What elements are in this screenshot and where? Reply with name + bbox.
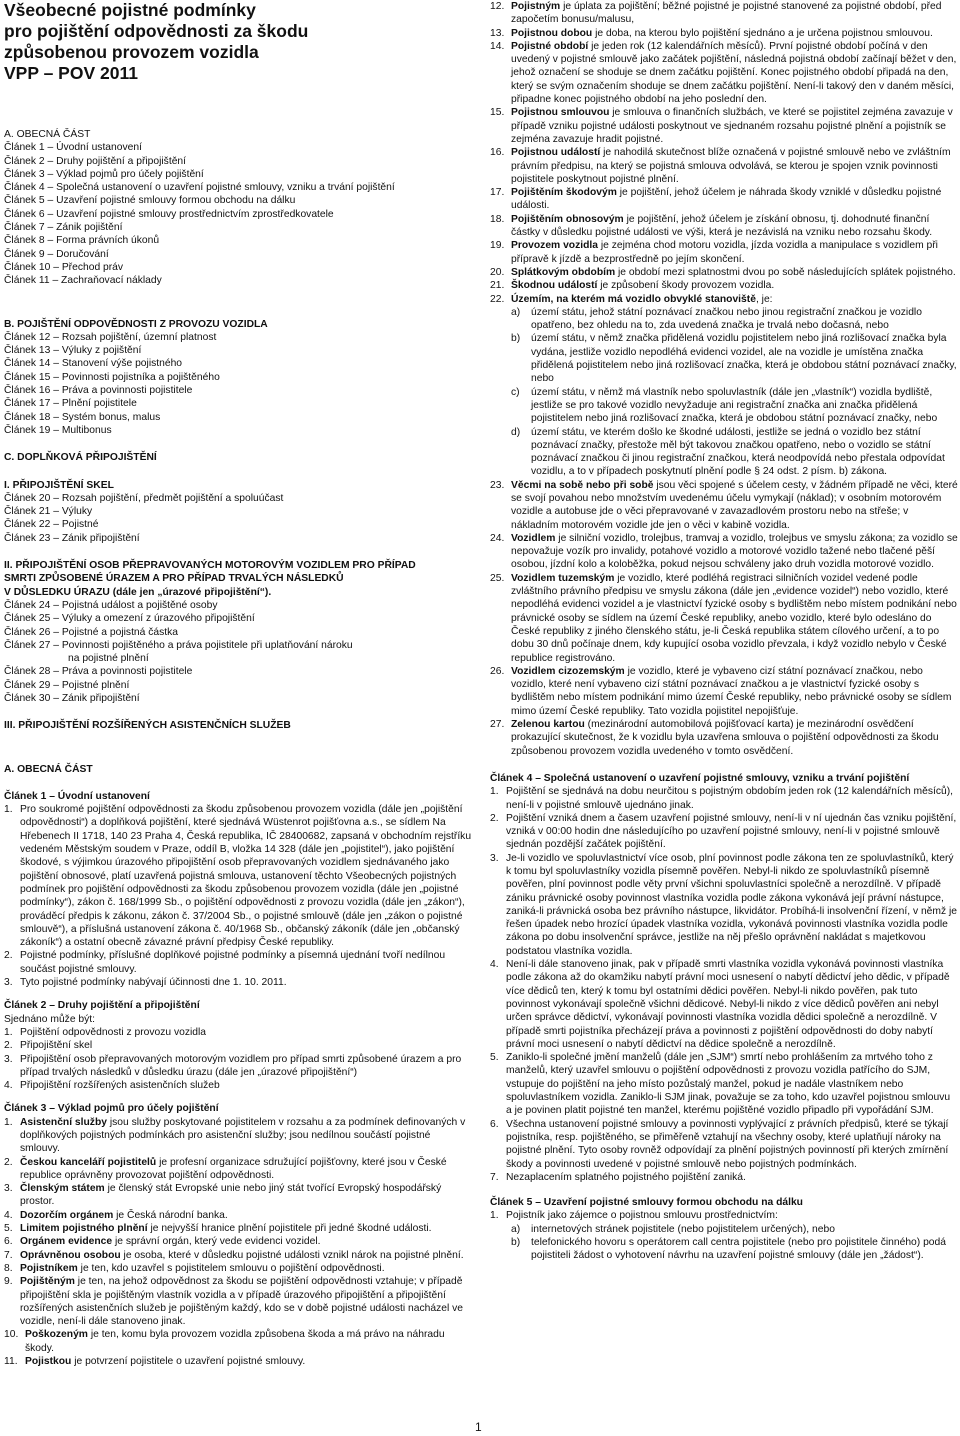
item-text xyxy=(20,1275,472,1328)
toc-item: Článek 15 – Povinnosti pojistníka a pojištěného xyxy=(4,371,220,383)
item-text xyxy=(20,1156,472,1183)
list-item xyxy=(490,665,958,718)
term: Pojistnou dobou xyxy=(511,27,593,39)
term: Vozidlem cizozemským xyxy=(511,665,625,677)
definition: je Česká národní banka. xyxy=(113,1209,228,1221)
item-number: 7. xyxy=(4,1249,13,1261)
item-text: Je-li vozidlo ve spoluvlastnictví více osob, plní povinnost podle zákona ten ze spoluvlastníků, který k tomu byl spoluvlastníky vozidla písemně pověřen. Nebyl-li nikdo ze spoluvlastníků písemně pověřen, plní povinnost podle věty první všichni spoluvlastníci společně a nerozdílně. V případě zániku právnické osoby povinnost vlastníka vozidla podle zákona vykonává její právní nástupce, zaniká-li právnická osoba bez právního nástupce, likvidátor. Probíhá-li insolvenční řízení, v němž je řešen úpadek nebo hrozící úpadek vlastníka vozidla, vykonává povinnosti vlastníka vozidla podle zákona po dobu insolvenční správce, jestliže na něj přešlo oprávnění nakládat s majetkovou podstatou vlastníka vozidla. xyxy=(506,852,958,957)
item-text xyxy=(511,27,958,40)
item-number: 6. xyxy=(4,1236,13,1248)
toc-item: Článek 20 – Rozsah pojištění, předmět pojištění a spoluúčast xyxy=(4,492,284,504)
list-item xyxy=(490,106,958,146)
right-column xyxy=(490,0,958,1263)
sub-text: telefonického hovoru s operátorem call centra pojistitele (nebo pro pojistitele činného) podá pojistiteli žádost o vyhotovení návrhu na uzavření pojistné smlouvy (dále jen „žádost“). xyxy=(531,1237,946,1262)
term: Vozidlem tuzemským xyxy=(511,572,615,584)
toc-item: Článek 13 – Výluky z pojištění xyxy=(4,345,142,357)
list-item xyxy=(490,852,958,958)
list-item xyxy=(4,1039,472,1052)
definition: , je: xyxy=(755,293,773,305)
sub-text: území státu, ve kterém došlo ke škodné události, jestliže se jedná o vozidlo bez státní poznávací značky, přestože měl být takovou značkou opatřeno, nebo o vozidlo se státní poznávací značkou či jinou registrační značkou, která neodpovídá nebo přestala odpovídat vozidlu, a to v případech poskytnutí plnění podle § 24 odst. 2 písm. b) zákona. xyxy=(531,426,945,478)
item-number: 1. xyxy=(490,786,499,798)
term: Splátkovým obdobím xyxy=(511,266,616,278)
toc-section-title: SMRTI ZPŮSOBENÉ ÚRAZEM A PRO PŘÍPAD TRVALÝCH NÁSLEDKŮ xyxy=(4,573,344,585)
toc-item: Článek 12 – Rozsah pojištění, územní platnost xyxy=(4,331,217,343)
item-number: 2. xyxy=(4,1040,13,1052)
list-item xyxy=(490,279,958,292)
left-column xyxy=(4,0,472,1368)
definition: je ten, kdo uzavřel s pojistitelem smlouvu o pojištění odpovědnosti. xyxy=(77,1262,385,1274)
item-text: Tyto pojistné podmínky nabývají účinnosti dne 1. 10. 2011. xyxy=(20,977,287,989)
term: Územím, na kterém má vozidlo obvyklé stanoviště xyxy=(511,293,756,305)
item-text xyxy=(511,279,958,292)
definition: je smlouva o finančních službách, ve které se pojistitel zejména zavazuje v případě vzniku pojistné události poskytnout ve sjednaném rozsahu pojistné plnění a pojistník se zejména zavazuje hradit pojistné. xyxy=(511,107,953,145)
toc-item: Článek 5 – Uzavření pojistné smlouvy formou obchodu na dálku xyxy=(4,195,296,207)
item-text xyxy=(511,572,958,665)
item-number: 21. xyxy=(490,280,505,292)
list-item xyxy=(4,1249,472,1262)
item-number: 2. xyxy=(490,812,499,824)
list-item xyxy=(4,1053,472,1080)
toc-item: Článek 25 – Výluky a omezení z úrazového připojištění xyxy=(4,613,255,625)
item-text xyxy=(511,239,958,266)
definition: je pojištění, jehož účelem je náhrada škody vzniklé v důsledku pojistné události. xyxy=(511,187,942,212)
item-number: 3. xyxy=(4,977,13,989)
term: Vozidlem xyxy=(511,532,556,544)
list-item xyxy=(4,949,472,976)
item-text: Nezaplacením splatného pojistného pojištění zaniká. xyxy=(506,1171,746,1183)
toc-item: Článek 16 – Práva a povinnosti pojistitele xyxy=(4,385,193,397)
list-item xyxy=(490,479,958,532)
term: Provozem vozidla xyxy=(511,240,598,252)
toc-section-title: B. POJIŠTĚNÍ ODPOVĚDNOSTI Z PROVOZU VOZIDLA xyxy=(4,318,268,330)
item-text: Pojistné podmínky, příslušné doplňkové pojistné podmínky a písemná ujednání tvoří nedílnou součást pojistné smlouvy. xyxy=(20,950,446,975)
article-title: Článek 1 – Úvodní ustanovení xyxy=(4,790,150,802)
toc-item: Článek 14 – Stanovení výše pojistného xyxy=(4,358,183,370)
article-title: Článek 5 – Uzavření pojistné smlouvy formou obchodu na dálku xyxy=(490,1197,803,1209)
item-number: 2. xyxy=(4,1156,13,1168)
toc-item: Článek 4 – Společná ustanovení o uzavření pojistné smlouvy, vzniku a trvání pojištění xyxy=(4,182,395,194)
toc-item: Článek 26 – Pojistné a pojistná částka xyxy=(4,626,179,638)
sub-text: území státu, v němž má vlastník nebo spoluvlastník (dále jen „vlastník“) vozidla bydliště, jestliže se pro takové vozidlo nevyžaduje ani registrační značka ani značka přidělená pojistitelem nebo jiná rozlišovací značka, která je obdobou státní poznávací značky, nebo xyxy=(531,386,938,425)
definition: je profesní organizace sdružující pojišťovny, které jsou v České republice oprávněny provozovat pojištění odpovědnosti. xyxy=(20,1156,447,1181)
term: Škodnou událostí xyxy=(511,280,598,292)
title-line: Všeobecné pojistné podmínky xyxy=(4,0,256,20)
toc-item: Článek 19 – Multibonus xyxy=(4,424,112,436)
item-text xyxy=(20,1182,472,1209)
term: Členským státem xyxy=(20,1183,105,1195)
sub-text: území státu, v němž značka přidělená vozidlu pojistitelem nebo jiná rozlišovací značka byla vydána, jestliže vozidlo nepodléhá evidenci vozidel, ale na vozidle je umístěna značka přidělená pojistitelem nebo jiná rozlišovací značka, která je obdobou státní poznávací značky, nebo xyxy=(531,333,957,385)
term: Pojistkou xyxy=(25,1356,72,1368)
article-title: Článek 3 – Výklad pojmů pro účely pojištění xyxy=(4,1103,219,1115)
item-number: 5. xyxy=(4,1223,13,1235)
sub-letter: b) xyxy=(511,1237,521,1249)
item-number: 24. xyxy=(490,532,505,544)
toc-item: Článek 29 – Pojistné plnění xyxy=(4,679,130,691)
list-item xyxy=(490,266,958,279)
item-number: 11. xyxy=(4,1356,18,1368)
toc-item: Článek 7 – Zánik pojištění xyxy=(4,222,123,234)
toc-item: Článek 22 – Pojistné xyxy=(4,519,99,531)
document-title xyxy=(4,0,472,84)
sub-item xyxy=(511,306,958,333)
item-number: 18. xyxy=(490,213,505,225)
list-item xyxy=(4,1182,472,1209)
item-number: 1. xyxy=(4,804,13,816)
item-text xyxy=(511,479,958,532)
toc-item: Článek 17 – Plnění pojistitele xyxy=(4,398,137,410)
sub-letter: b) xyxy=(511,333,521,345)
toc-section-title: C. DOPLŇKOVÁ PŘIPOJIŠTĚNÍ xyxy=(4,452,157,464)
list-item xyxy=(490,1051,958,1117)
toc-item: Článek 23 – Zánik připojištění xyxy=(4,532,140,544)
list-item xyxy=(490,572,958,665)
item-number: 3. xyxy=(4,1053,13,1065)
term: Pojištěným xyxy=(20,1276,75,1288)
item-text xyxy=(20,1116,472,1156)
item-number: 26. xyxy=(490,665,505,677)
list-item xyxy=(4,1209,472,1222)
item-text xyxy=(511,40,958,106)
list-item xyxy=(490,1171,958,1184)
part-title: A. OBECNÁ ČÁST xyxy=(4,763,93,775)
toc-item: Článek 2 – Druhy pojištění a připojištění xyxy=(4,155,187,167)
article-title: Článek 2 – Druhy pojištění a připojištění xyxy=(4,1000,200,1012)
definition: je ten, komu byla provozem vozidla způsobena škoda a má právo na náhradu škody. xyxy=(25,1329,445,1354)
item-text: Pojištění odpovědnosti z provozu vozidla xyxy=(20,1026,207,1038)
definition: je nejvyšší hranice plnění pojistitele při jedné škodné události. xyxy=(147,1223,432,1235)
item-text xyxy=(511,106,958,146)
item-text xyxy=(511,0,958,27)
definition: jsou věci spojené s účelem cesty, v žádném případě ne věci, které se svojí povahou nebo množstvím uvedenému účelu vymykají (náklad); v osobním motorovém vozidle a autobuse jde o věci přepravované v zavazadlovém prostoru nebo na střeše; v nákladním motorovém vozidle jde jen o věci v kabině vozidla. xyxy=(511,479,958,531)
definition: je členský stát Evropské unie nebo jiný stát tvořící Evropský hospodářský prostor. xyxy=(20,1183,442,1208)
item-number: 10. xyxy=(4,1329,19,1341)
term: Pojistné období xyxy=(511,40,589,52)
toc-item: Článek 3 – Výklad pojmů pro účely pojištění xyxy=(4,168,204,180)
definition: je silniční vozidlo, trolejbus, tramvaj a vozidlo, trolejbus ve smyslu zákona; za vozidlo se nepovažuje vozík pro invalidy, potahové vozidlo a motorové vozidlo tažené nebo tlačené pěší osobou, jízdní kolo a koloběžka, pokud nejsou schváleny jako druh vozidla motorové vozidlo. xyxy=(511,532,958,571)
item-number: 5. xyxy=(490,1052,499,1064)
toc-item: Článek 9 – Doručování xyxy=(4,248,109,260)
item-number: 12. xyxy=(490,1,505,12)
article-intro: Sjednáno může být: xyxy=(4,1013,96,1025)
item-text xyxy=(20,1209,472,1222)
item-text: Všechna ustanovení pojistné smlouvy a povinnosti vyplývající z právních předpisů, které se týkají pojistníka, resp. pojištěného, se přiměřeně vztahují na všechny osoby, které uplatňují nároky na pojistné plnění. Tyto osoby rovněž odpovídají za plnění pojistných povinností při kterých zmírnění škody a povinnosti uvedené v pojistné smlouvě nebo pojistných podmínkách. xyxy=(506,1118,949,1170)
title-line: pro pojištění odpovědnosti za škodu xyxy=(4,21,309,41)
item-text: Připojištění skel xyxy=(20,1040,93,1052)
list-item xyxy=(4,803,472,949)
term: Českou kanceláří pojistitelů xyxy=(20,1156,157,1168)
item-number: 23. xyxy=(490,479,505,491)
item-number: 7. xyxy=(490,1171,499,1183)
list-item xyxy=(490,1209,958,1222)
term: Orgánem evidence xyxy=(20,1236,113,1248)
list-item xyxy=(490,293,958,306)
sub-item xyxy=(511,386,958,426)
toc-item: Článek 28 – Práva a povinnosti pojistitele xyxy=(4,666,193,678)
toc-item: Článek 6 – Uzavření pojistné smlouvy prostřednictvím zprostředkovatele xyxy=(4,208,334,220)
item-text xyxy=(511,213,958,240)
item-number: 25. xyxy=(490,572,505,584)
item-text xyxy=(25,1328,472,1355)
toc-item: Článek 11 – Zachraňovací náklady xyxy=(4,275,162,287)
list-item xyxy=(4,976,472,989)
item-number: 1. xyxy=(4,1116,13,1128)
list-item xyxy=(490,0,958,27)
item-text: Pojištění vzniká dnem a časem uzavření pojistné smlouvy, není-li v ní ujednán čas vzniku pojištění, vzniká v 00:00 hodin dne následujícího po uzavření pojistné smlouvy, není-li v pojistné smlouvě sjednán pozdější začátek pojištění. xyxy=(506,812,957,851)
article-title: Článek 4 – Společná ustanovení o uzavření pojistné smlouvy, vzniku a trvání pojištění xyxy=(490,772,910,784)
item-number: 15. xyxy=(490,107,505,119)
item-number: 14. xyxy=(490,40,505,52)
toc-item: Článek 24 – Pojistná událost a pojištěné osoby xyxy=(4,599,218,611)
definition: je pojištění, jehož účelem je získání obnosu, tj. dohodnuté finanční částky v důsledku pojistné události ve výši, která je nezávislá na vzniku nebo rozsahu škody. xyxy=(511,213,933,239)
list-item xyxy=(4,1156,472,1183)
sub-item xyxy=(511,1236,958,1263)
item-text: Zaniklo-li společné jmění manželů (dále jen „SJM“) smrtí nebo prohlášením za mrtvého toho z manželů, který uzavřel smlouvu o pojištění odpovědnosti z provozu vozidla patřícího do SJM, vstupuje do pojištění na jeho místo pozůstalý manžel, pokud je nadále vlastníkem nebo spoluvlastníkem vozidla. Zaniklo-li SJM jinak, považuje se za toho, kdo uzavřel pojistnou smlouvu a je povinen platit pojistné ten manžel, kterému pojištěné vozidlo připadlo při vypořádání SJM. xyxy=(506,1052,951,1117)
sub-item xyxy=(511,332,958,385)
sub-item xyxy=(511,426,958,479)
list-item xyxy=(490,812,958,852)
item-number: 4. xyxy=(4,1080,13,1092)
definition: je jeden rok (12 kalendářních měsíců). První pojistné období počíná v den uvedený v pojistné smlouvě jako začátek pojištění, následná pojistná období začínají běžet v den, jehož označení se shoduje se dnem začátku pojištění. Konec pojistného období připadá na den, který se svým označením shoduje se dnem začátku pojištění. Není-li takový den v daném měsíci, připadne konec pojistného období na jeho poslední den. xyxy=(511,40,957,106)
toc-item: Článek 27 – Povinnosti pojištěného a práva pojistitele při uplatňování nároku xyxy=(4,639,353,651)
item-text xyxy=(20,1249,472,1262)
list-item xyxy=(490,785,958,812)
toc-section-title: I. PŘIPOJIŠTĚNÍ SKEL xyxy=(4,479,114,491)
list-item xyxy=(490,1118,958,1171)
list-item xyxy=(4,1235,472,1248)
item-text xyxy=(25,1355,472,1368)
item-number: 20. xyxy=(490,266,505,278)
item-number: 1. xyxy=(490,1210,499,1222)
definition: jsou služby poskytované pojistitelem v rozsahu a za podmínek definovaných v doplňkových pojistných podmínkách pro asistenční služby; jsou nedílnou součástí pojistné smlouvy. xyxy=(20,1116,466,1155)
sub-letter: c) xyxy=(511,386,520,398)
term: Věcmi na sobě nebo při sobě xyxy=(511,479,654,491)
item-text: Pro soukromé pojištění odpovědnosti za škodu způsobenou provozem vozidla (dále jen „pojištění odpovědnosti“) a doplňková pojištění, které sjednává Wüstenrot pojišťovna a.s., se sídlem Na Hřebenech II 1718, 140 23 Praha 4, Česká republika, IČ 28400682, zapsaná v obchodním rejstříku vedeném Městským soudem v Praze, oddíl B, vložka 14 328 (dále jen „pojistitel“), jako pojištění škodové, s výjimkou úrazového připojištění osob přepravovaných vozidlem sjednávaného jako pojištění obnosové, platí uzavřená pojistná smlouva, ustanovení těchto Všeobecných pojistných podmínek pro pojištění odpovědnosti za škodu způsobenou provozem vozidla (dále jen „pojistné podmínky“), zákon č. 168/1999 Sb., o pojištění odpovědnosti z provozu vozidla (dále jen „zákon“), prováděcí předpis k zákonu, zákon č. 37/2004 Sb., o pojistné smlouvě (dále jen „zákon o pojistné smlouvě“), a příslušná ustanovení zákona č. 40/1968 Sb., občanský zákoník (dále jen „občanský zákoník“) a ostatní obecně závazné právní předpisy České republiky. xyxy=(20,804,472,949)
term: Pojistnou událostí xyxy=(511,147,601,159)
sub-item xyxy=(511,1223,958,1236)
toc-section-title: A. OBECNÁ ČÁST xyxy=(4,129,91,140)
term: Dozorčím orgánem xyxy=(20,1209,114,1221)
item-text: Připojištění rozšířených asistenčních služeb xyxy=(20,1080,220,1092)
list-item xyxy=(490,146,958,186)
list-item xyxy=(490,718,958,758)
item-text xyxy=(511,266,958,279)
item-text xyxy=(20,1262,472,1275)
sub-text: území státu, jehož státní poznávací značkou nebo jinou registrační značkou je vozidlo opatřeno, bez ohledu na to, zda uvedená značka je trvalá nebo dočasná, nebo xyxy=(531,306,922,332)
list-item xyxy=(490,27,958,40)
toc-section-title: II. PŘIPOJIŠTĚNÍ OSOB PŘEPRAVOVANÝCH MOTOROVÝM VOZIDLEM PRO PŘÍPAD xyxy=(4,560,416,572)
item-text xyxy=(511,718,958,758)
item-text: Pojistník jako zájemce o pojistnou smlouvu prostřednictvím: xyxy=(506,1210,778,1222)
item-text xyxy=(511,186,958,213)
toc-item: na pojistné plnění xyxy=(68,653,149,665)
definition: je období mezi splatnostmi dvou po sobě následujících splátek pojistného. xyxy=(615,266,956,278)
term: Pojištěním škodovým xyxy=(511,187,617,199)
definition: je doba, na kterou bylo pojištění sjednáno a je určena pojistnou smlouvou. xyxy=(592,27,933,39)
item-number: 8. xyxy=(4,1262,13,1274)
item-number: 17. xyxy=(490,187,505,199)
list-item xyxy=(4,1262,472,1275)
definition: je zejména chod motoru vozidla, jízda vozidla a manipulace s vozidlem při přípravě k jízdě a bezprostředně po jejím skončení. xyxy=(511,240,938,265)
sub-letter: a) xyxy=(511,306,521,318)
term: Limitem pojistného plnění xyxy=(20,1223,148,1235)
term: Poškozeným xyxy=(25,1329,88,1341)
definition: je ten, na jehož odpovědnost za škodu se pojištění odpovědnosti vztahuje; v případě připojištění skla je pojištěným vlastník vozidla a v případě úrazového připojištění a připojištění rozšířených asistenčních služeb je pojištěným každý, kdo se v době pojistné události nacházel ve vozidle, není-li dále stanoveno jinak. xyxy=(20,1276,464,1328)
item-text xyxy=(20,1235,472,1248)
toc-item: Článek 18 – Systém bonus, malus xyxy=(4,411,161,423)
definition: je potvrzení pojistitele o uzavření pojistné smlouvy. xyxy=(71,1356,306,1368)
list-item xyxy=(490,213,958,240)
item-number: 4. xyxy=(4,1209,13,1221)
item-number: 2. xyxy=(4,950,13,962)
list-item xyxy=(490,958,958,1051)
item-number: 19. xyxy=(490,240,505,252)
definition: je úplata za pojištění; běžné pojistné je pojistné stanovené za pojistné období, před započetím bonusu/malusu, xyxy=(511,1,942,26)
term: Oprávněnou osobou xyxy=(20,1249,121,1261)
definition: je nahodilá skutečnost blíže označená v pojistné smlouvě nebo ve zvláštním právním předpisu, na který se pojistná smlouva odvolává, se kterou je spojen vznik povinnosti pojistitele poskytnout pojistné plnění. xyxy=(511,147,951,185)
item-text xyxy=(20,1222,472,1235)
list-item xyxy=(490,239,958,266)
list-item xyxy=(4,1275,472,1328)
term: Pojištěním obnosovým xyxy=(511,213,624,225)
list-item xyxy=(490,186,958,213)
item-text: Není-li dále stanoveno jinak, pak v případě smrti vlastníka vozidla vykonává povinnosti vlastníka podle zákona až do okamžiku nabytí právní moci usnesení o nabytí dědictví jeho dědic, v případě více dědiců ten, který k tomu byl ostatními dědici pověřen. Nebyl-li nikdo pověřen, pak tuto povinnost vykonávají společně všichni dědicové. Nebyl-li nikdo z více dědiců pověřen ani nebyl určen správce dědictví, vykonávají povinnosti vlastníka vozidla dědici společně a nerozdílně. V případě smrti pojistníka přecházejí práva a povinnosti z pojištění odpovědnosti do doby nabytí právní moci usnesení o nabytí dědictví na dědice společně a nerozdílně. xyxy=(506,959,950,1050)
toc-section-title: V DŮSLEDKU ÚRAZU (dále jen „úrazové připojištění“). xyxy=(4,586,272,598)
sub-text: internetových stránek pojistitele (nebo pojistitelem určených), nebo xyxy=(531,1223,835,1235)
item-number: 9. xyxy=(4,1276,13,1288)
item-number: 22. xyxy=(490,293,505,305)
definition: je způsobení škody provozem vozidla. xyxy=(597,280,775,292)
item-number: 16. xyxy=(490,147,505,159)
definition: (mezinárodní automobilová pojišťovací karta) je mezinárodní osvědčení prokazující skutečnost, že k vozidlu byla uzavřena smlouva o pojištění odpovědnosti za škodu způsobenou provozem vozidla uvedeného v tomto osvědčení. xyxy=(511,719,939,757)
item-number: 13. xyxy=(490,27,505,39)
title-line: VPP – POV 2011 xyxy=(4,63,138,83)
list-item xyxy=(4,1116,472,1156)
item-number: 1. xyxy=(4,1026,13,1038)
item-text: Pojištění se sjednává na dobu neurčitou s pojistným obdobím jeden rok (12 kalendářních měsíců), není-li v pojistné smlouvě ujednáno jinak. xyxy=(506,786,954,811)
list-item xyxy=(4,1222,472,1235)
list-item xyxy=(4,1026,472,1039)
item-number: 3. xyxy=(4,1183,13,1195)
term: Pojistnou smlouvou xyxy=(511,107,610,119)
item-number: 4. xyxy=(490,959,499,971)
term: Zelenou kartou xyxy=(511,719,585,731)
item-text: Připojištění osob přepravovaných motorovým vozidlem pro případ smrti způsobené úrazem a pro případ trvalých následků v důsledku úrazu (dále jen „úrazové připojištění“) xyxy=(20,1053,462,1078)
item-text xyxy=(511,532,958,572)
sub-letter: d) xyxy=(511,426,521,438)
term: Pojistným xyxy=(511,1,561,12)
list-item xyxy=(4,1079,472,1092)
toc-item: Článek 21 – Výluky xyxy=(4,506,93,518)
item-number: 3. xyxy=(490,852,499,864)
definition: je vozidlo, které je vybaveno cizí státní poznávací značkou, nebo vozidlo, které není vybaveno cizí státní poznávací značkou a je vlastnictví fyzické osoby s bydlištěm nebo místem podnikání mimo území České republiky, nebo právnické osoby se sídlem mimo území České republiky. Tato vozidla pojistitel nepojišťuje. xyxy=(511,665,952,717)
item-text xyxy=(511,665,958,718)
sub-letter: a) xyxy=(511,1223,521,1235)
item-text xyxy=(511,146,958,186)
item-number: 27. xyxy=(490,719,505,731)
title-line: způsobenou provozem vozidla xyxy=(4,42,259,62)
list-item xyxy=(490,40,958,106)
toc-item: Článek 8 – Forma právních úkonů xyxy=(4,235,160,247)
page-number: 1 xyxy=(475,1420,482,1434)
item-number: 6. xyxy=(490,1118,499,1130)
list-item xyxy=(490,532,958,572)
list-item xyxy=(4,1355,472,1368)
table-of-contents xyxy=(4,128,472,733)
term: Pojistníkem xyxy=(20,1262,78,1274)
definition: je osoba, které v důsledku pojistné události vznikl nárok na pojistné plnění. xyxy=(120,1249,464,1261)
list-item xyxy=(4,1328,472,1355)
toc-item: Článek 1 – Úvodní ustanovení xyxy=(4,142,142,154)
toc-item: Článek 30 – Zánik připojištění xyxy=(4,692,140,704)
toc-section-title: III. PŘIPOJIŠTĚNÍ ROZŠÍŘENÝCH ASISTENČNÍCH SLUŽEB xyxy=(4,720,291,732)
definition: je správní orgán, který vede evidenci vozidel. xyxy=(112,1236,321,1248)
toc-item: Článek 10 – Přechod práv xyxy=(4,261,124,273)
term: Asistenční služby xyxy=(20,1116,107,1128)
definition: je vozidlo, které podléhá registraci silničních vozidel vedené podle zvláštního právního předpisu ve smyslu zákona (dále jen „evidence vozidel“) nebo vozidlo, které nepodléhá evidenci vozidel a je vlastnictví fyzické osoby s bydlištěm nebo místem podnikání nebo právnické osoby se sídlem na území České republiky, anebo vozidlo, které bylo odesláno do České republiky z jiného členského státu, je-li Česká republika státem cílového určení, a to po dobu 30 dnů počínaje dnem, kdy kupující osoba vozidlo převzala, i když vozidlo nebylo v České republice registrováno. xyxy=(511,572,957,664)
item-text xyxy=(511,293,958,306)
